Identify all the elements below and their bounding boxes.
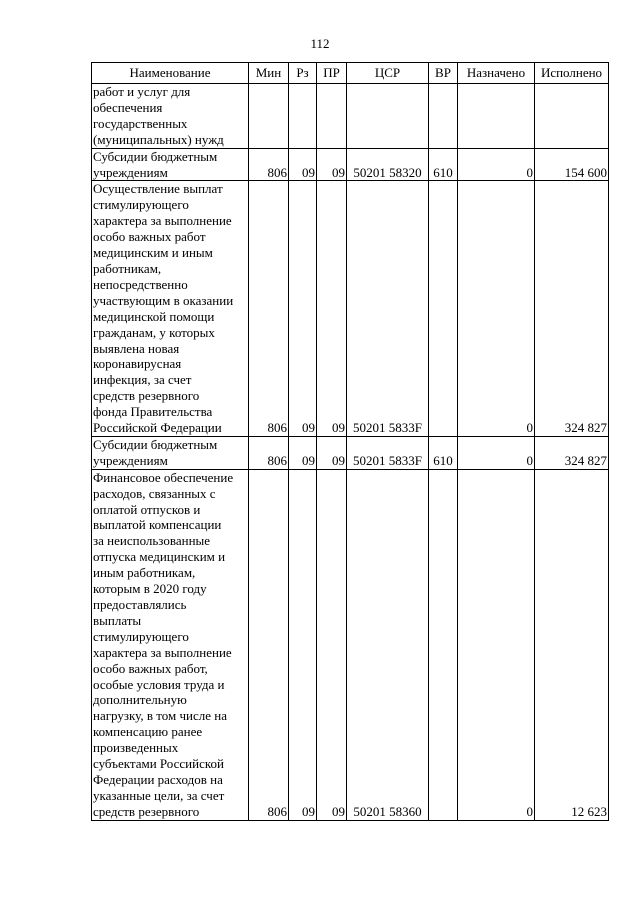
table-header-row: [92, 63, 609, 84]
row-vr: [429, 469, 458, 820]
row-name: Субсидии бюджетным учреждениям: [92, 436, 249, 469]
header-executed: Исполнено: [535, 63, 609, 84]
row-pr: 09: [317, 181, 347, 437]
row-rz: 09: [289, 148, 317, 181]
row-executed: 324 827: [535, 436, 609, 469]
table-row: [92, 148, 609, 181]
page-number: 112: [310, 36, 330, 51]
budget-table: [91, 62, 609, 821]
header-pr: ПР: [317, 63, 347, 84]
row-executed: 12 623: [535, 469, 609, 820]
table-row: [92, 436, 609, 469]
row-name: Осуществление выплат стимулирующего характера за выполнение особо важных работ медицинским и иным работникам, непосредственно участвующим в оказании медицинской помощи гражданам, у которых выявлена новая коронавирусная инфекция, за счет средств резервного фонда Правительства Российской Федерации: [92, 181, 249, 437]
row-executed: 324 827: [535, 181, 609, 437]
row-assigned: 0: [458, 181, 535, 437]
row-pr: 09: [317, 148, 347, 181]
row-executed: [535, 84, 609, 149]
header-name: Наименование: [92, 63, 249, 84]
row-pr: 09: [317, 436, 347, 469]
header-assigned: Назначено: [458, 63, 535, 84]
row-name: Финансовое обеспечение расходов, связанных с оплатой отпусков и выплатой компенсации за неиспользованные отпуска медицинским и иным работникам, которым в 2020 году предоставлялись выплаты стимулирующего характера за выполнение особо важных работ, особые условия труда и дополнительную нагрузку, в том числе на компенсацию ранее произведенных субъектами Российской Федерации расходов на указанные цели, за счет средств резервного: [92, 469, 249, 820]
row-rz: 09: [289, 469, 317, 820]
header-csr: ЦСР: [347, 63, 429, 84]
row-pr: [317, 84, 347, 149]
row-name: Субсидии бюджетным учреждениям: [92, 148, 249, 181]
row-min: 806: [249, 469, 289, 820]
row-executed: 154 600: [535, 148, 609, 181]
table-row: [92, 181, 609, 437]
row-vr: [429, 181, 458, 437]
table-row: [92, 84, 609, 149]
row-vr: 610: [429, 436, 458, 469]
table-row: [92, 469, 609, 820]
header-rz: Рз: [289, 63, 317, 84]
row-rz: [289, 84, 317, 149]
row-min: 806: [249, 436, 289, 469]
row-min: 806: [249, 181, 289, 437]
row-name: работ и услуг для обеспечения государственных (муниципальных) нужд: [92, 84, 249, 149]
row-csr: 50201 5833F: [347, 181, 429, 437]
row-vr: 610: [429, 148, 458, 181]
row-csr: [347, 84, 429, 149]
row-csr: 50201 58320: [347, 148, 429, 181]
row-min: 806: [249, 148, 289, 181]
row-vr: [429, 84, 458, 149]
header-vr: ВР: [429, 63, 458, 84]
row-assigned: 0: [458, 148, 535, 181]
row-assigned: 0: [458, 469, 535, 820]
row-csr: 50201 5833F: [347, 436, 429, 469]
row-rz: 09: [289, 436, 317, 469]
row-csr: 50201 58360: [347, 469, 429, 820]
header-min: Мин: [249, 63, 289, 84]
row-assigned: 0: [458, 436, 535, 469]
row-rz: 09: [289, 181, 317, 437]
row-pr: 09: [317, 469, 347, 820]
row-assigned: [458, 84, 535, 149]
row-min: [249, 84, 289, 149]
